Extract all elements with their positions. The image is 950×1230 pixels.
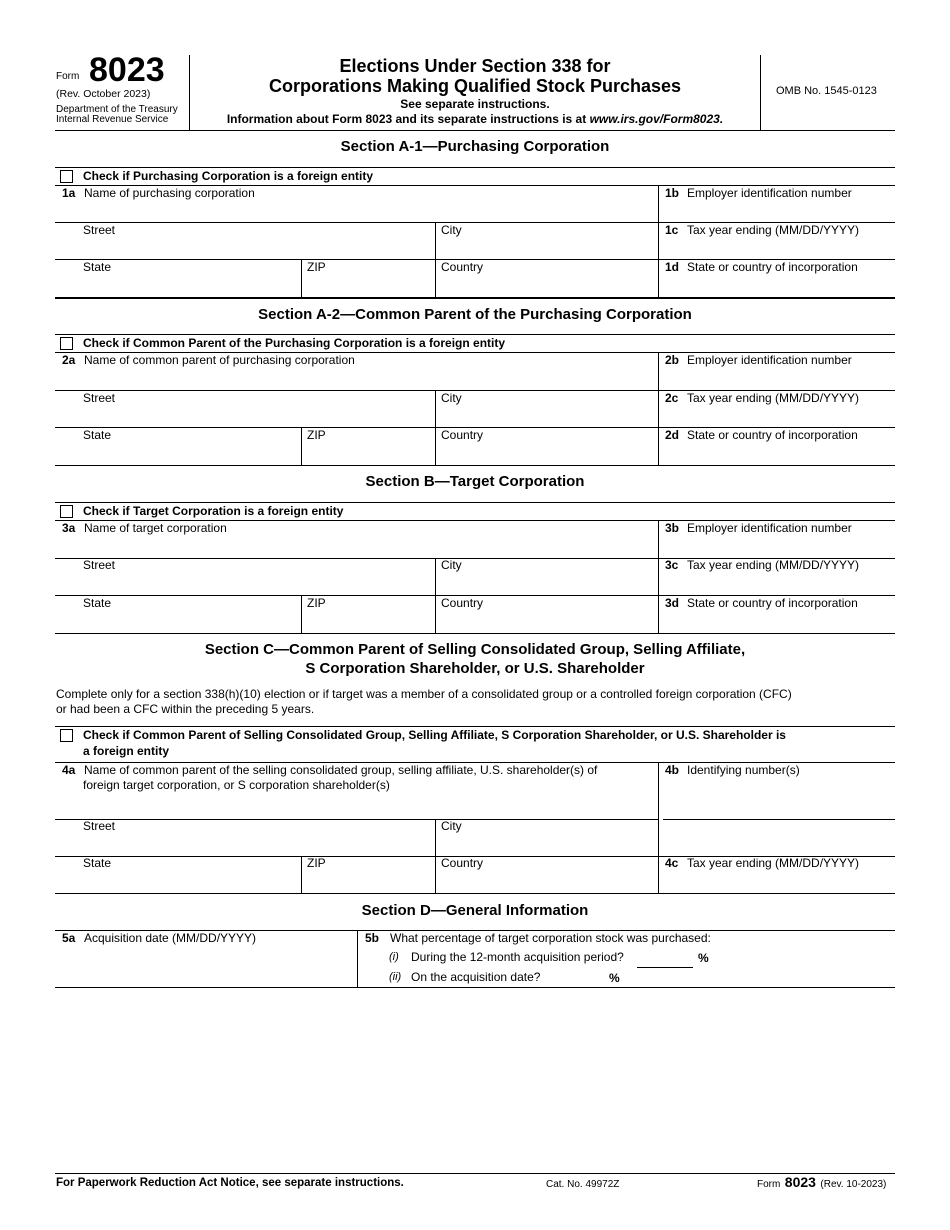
line-1c-input[interactable] — [663, 238, 893, 258]
a1-street-input[interactable] — [62, 238, 432, 258]
section-c-title-line2: S Corporation Shareholder, or U.S. Shareholder — [305, 660, 645, 677]
b-foreign-label: Check if Target Corporation is a foreign entity — [83, 504, 344, 518]
b-state-label: State — [83, 596, 112, 610]
a2-city-label: City — [441, 391, 462, 405]
a1-country-label: Country — [441, 260, 484, 274]
info-prefix: Information about Form 8023 and its separate instructions is at — [226, 112, 590, 126]
line-5a-input[interactable] — [62, 950, 352, 984]
line-1a-input[interactable] — [62, 201, 654, 221]
line-3c-label: 3c Tax year ending (MM/DD/YYYY) — [665, 558, 860, 572]
see-instructions: See separate instructions. — [400, 97, 550, 111]
a2-foreign-label: Check if Common Parent of the Purchasing Corporation is a foreign entity — [83, 336, 506, 350]
a2-state-label: State — [83, 428, 112, 442]
line-4a-input[interactable] — [62, 795, 654, 817]
b-zip-input[interactable] — [304, 611, 432, 631]
c-foreign-label-line2: a foreign entity — [83, 744, 170, 758]
c-state-label: State — [83, 856, 112, 870]
section-c-intro-line1: Complete only for a section 338(h)(10) election or if target was a member of a consolidated group or a controlled foreign corporation (CFC) — [56, 687, 792, 701]
line-1d-input[interactable] — [663, 275, 893, 295]
b-foreign-checkbox[interactable] — [60, 505, 73, 518]
form-number: 8023 — [89, 51, 165, 89]
section-a2-title: Section A-2—Common Parent of the Purchasing Corporation — [258, 306, 692, 323]
form-title-line2: Corporations Making Qualified Stock Purchases — [268, 76, 682, 96]
line-2b-input[interactable] — [663, 369, 893, 389]
c-foreign-label-line1: Check if Common Parent of Selling Consolidated Group, Selling Affiliate, S Corporation Shareholder, or U.S. Shareholder is — [83, 728, 786, 742]
line-3d-input[interactable] — [663, 611, 893, 631]
section-d-title: Section D—General Information — [361, 902, 589, 919]
line-5b-i-label: During the 12-month acquisition period? — [411, 950, 624, 964]
line-2c-input[interactable] — [663, 406, 893, 426]
a2-state-input[interactable] — [62, 443, 298, 463]
omb-number: OMB No. 1545-0123 — [776, 85, 877, 97]
line-4b-input-continued[interactable] — [663, 822, 893, 854]
line-5b-ii-input[interactable] — [552, 970, 606, 986]
c-city-input[interactable] — [438, 834, 656, 854]
a1-foreign-label: Check if Purchasing Corporation is a foreign entity — [83, 169, 374, 183]
a2-foreign-checkbox[interactable] — [60, 337, 73, 350]
a1-state-input[interactable] — [62, 275, 298, 295]
a1-zip-input[interactable] — [304, 275, 432, 295]
line-2b-label: 2b Employer identification number — [665, 353, 852, 367]
line-2d-label: 2d State or country of incorporation — [665, 428, 858, 442]
line-5a-label: 5a Acquisition date (MM/DD/YYYY) — [62, 931, 257, 945]
b-city-input[interactable] — [438, 574, 656, 594]
line-1c-label: 1c Tax year ending (MM/DD/YYYY) — [665, 223, 860, 237]
c-country-label: Country — [441, 856, 484, 870]
a2-country-input[interactable] — [438, 443, 656, 463]
line-3a-input[interactable] — [62, 536, 654, 556]
footer-form-id — [757, 1174, 886, 1193]
a1-foreign-checkbox[interactable] — [60, 170, 73, 183]
c-zip-input[interactable] — [304, 872, 432, 892]
c-city-label: City — [441, 819, 462, 833]
line-3a-label: 3a Name of target corporation — [62, 521, 227, 535]
line-4c-label: 4c Tax year ending (MM/DD/YYYY) — [665, 856, 860, 870]
line-5b-ii-num: (ii) — [389, 971, 402, 983]
line-3b-input[interactable] — [663, 536, 893, 556]
line-3b-label: 3b Employer identification number — [665, 521, 852, 535]
info-url[interactable]: www.irs.gov/Form8023. — [589, 112, 724, 126]
a2-street-input[interactable] — [62, 406, 432, 426]
c-street-input[interactable] — [62, 834, 432, 854]
line-5b-i-input[interactable] — [637, 952, 693, 968]
a2-zip-label: ZIP — [307, 428, 326, 442]
c-zip-label: ZIP — [307, 856, 326, 870]
line-1d-label: 1d State or country of incorporation — [665, 260, 858, 274]
b-zip-label: ZIP — [307, 596, 326, 610]
catalog-number: Cat. No. 49972Z — [546, 1179, 620, 1190]
footer-revision: (Rev. 10-2023) — [820, 1179, 887, 1190]
a2-street-label: Street — [83, 391, 116, 405]
line-3d-label: 3d State or country of incorporation — [665, 596, 858, 610]
c-street-label: Street — [83, 819, 116, 833]
line-5b-i-percent: % — [698, 951, 709, 965]
b-city-label: City — [441, 558, 462, 572]
a2-city-input[interactable] — [438, 406, 656, 426]
line-4a-label-line2: foreign target corporation, or S corporation shareholder(s) — [83, 778, 390, 792]
line-1a-label: 1a Name of purchasing corporation — [62, 186, 255, 200]
a1-city-label: City — [441, 223, 462, 237]
dept-treasury: Department of the Treasury — [56, 104, 178, 115]
c-country-input[interactable] — [438, 872, 656, 892]
b-street-input[interactable] — [62, 574, 432, 594]
footer-form-word: Form — [757, 1179, 781, 1190]
section-c-title-line1: Section C—Common Parent of Selling Consolidated Group, Selling Affiliate, — [204, 641, 746, 658]
revision-date: (Rev. October 2023) — [56, 88, 151, 100]
footer-form-number: 8023 — [784, 1174, 816, 1190]
line-2d-input[interactable] — [663, 443, 893, 463]
a2-country-label: Country — [441, 428, 484, 442]
irs-name: Internal Revenue Service — [56, 114, 169, 125]
a1-street-label: Street — [83, 223, 116, 237]
c-state-input[interactable] — [62, 872, 298, 892]
info-line — [190, 112, 760, 127]
line-4c-input[interactable] — [663, 872, 893, 892]
section-c-intro-line2: or had been a CFC within the preceding 5 years. — [56, 702, 315, 716]
form-title-line1: Elections Under Section 338 for — [339, 56, 611, 76]
section-b-title: Section B—Target Corporation — [365, 473, 585, 490]
line-1b-label: 1b Employer identification number — [665, 186, 852, 200]
line-2a-input[interactable] — [62, 369, 654, 389]
line-3c-input[interactable] — [663, 574, 893, 594]
paperwork-notice: For Paperwork Reduction Act Notice, see separate instructions. — [56, 1177, 404, 1189]
b-state-input[interactable] — [62, 611, 298, 631]
section-a1-title: Section A-1—Purchasing Corporation — [340, 138, 610, 155]
line-1b-input[interactable] — [663, 201, 893, 221]
line-5b-ii-label: On the acquisition date? — [411, 970, 541, 984]
line-5b-i-num: (i) — [389, 951, 399, 963]
c-foreign-checkbox[interactable] — [60, 729, 73, 742]
a1-state-label: State — [83, 260, 112, 274]
line-4b-label: 4b Identifying number(s) — [665, 763, 800, 777]
b-country-label: Country — [441, 596, 484, 610]
line-4b-input[interactable] — [663, 779, 893, 817]
line-4a-label-line1: 4a Name of common parent of the selling consolidated group, selling affiliate, U.S. shareholder(s) of — [62, 763, 598, 777]
line-2a-label: 2a Name of common parent of purchasing corporation — [62, 353, 355, 367]
a1-city-input[interactable] — [438, 238, 656, 258]
a1-country-input[interactable] — [438, 275, 656, 295]
line-2c-label: 2c Tax year ending (MM/DD/YYYY) — [665, 391, 860, 405]
form-word: Form — [56, 71, 80, 82]
a1-zip-label: ZIP — [307, 260, 326, 274]
b-country-input[interactable] — [438, 611, 656, 631]
b-street-label: Street — [83, 558, 116, 572]
a2-zip-input[interactable] — [304, 443, 432, 463]
line-5b-ii-percent: % — [609, 971, 620, 985]
line-5b-label: 5b What percentage of target corporation stock was purchased: — [365, 931, 711, 945]
